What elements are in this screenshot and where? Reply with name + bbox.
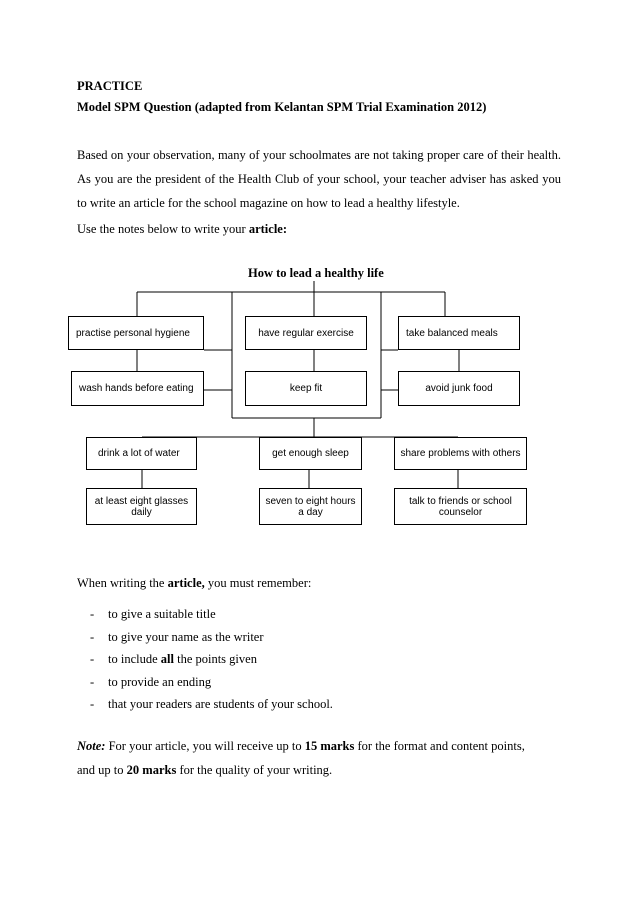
list-item-text: that your readers are students of your school. xyxy=(108,697,333,711)
practice-heading: PRACTICE xyxy=(77,79,143,93)
list-item-text: to provide an ending xyxy=(108,674,212,689)
share-problems-label: share problems with others xyxy=(400,448,521,459)
wash-hands-box xyxy=(71,371,204,406)
list-item-text-end: the points given xyxy=(173,652,257,666)
list-item xyxy=(90,626,333,649)
sleep-hours-line2: a day xyxy=(298,506,323,518)
balanced-meals-box xyxy=(398,316,520,350)
note-line2-pre: and up to xyxy=(77,763,127,777)
note-line-1 xyxy=(77,738,525,754)
remember-prefix: When writing the xyxy=(77,576,168,590)
remember-bold: article, xyxy=(167,576,205,590)
note-line1-pre: For your article, you will receive up to xyxy=(105,739,305,753)
regular-exercise-box xyxy=(245,316,367,350)
list-item-text: to include xyxy=(108,652,161,666)
remember-list xyxy=(90,603,333,716)
drink-water-label: drink a lot of water xyxy=(98,448,180,459)
enough-sleep-label: get enough sleep xyxy=(272,448,349,459)
remember-suffix: you must remember: xyxy=(204,576,312,590)
avoid-junk-food-box xyxy=(398,371,520,406)
note-label: Note: xyxy=(77,739,106,753)
dash-marker: - xyxy=(90,652,95,666)
keep-fit-label: keep fit xyxy=(289,383,323,394)
list-item xyxy=(90,603,333,626)
talk-friends-line1: talk to friends or school xyxy=(409,495,512,507)
list-item-text: to give a suitable title xyxy=(108,607,216,621)
share-problems-box xyxy=(394,437,527,470)
sleep-hours-box xyxy=(259,488,362,525)
talk-friends-line2: counselor xyxy=(438,506,483,518)
list-item xyxy=(90,671,333,694)
diagram-title: How to lead a healthy life xyxy=(248,266,384,280)
note-line-2 xyxy=(77,762,332,778)
instruction-bold: article: xyxy=(248,222,288,236)
practise-hygiene-label: practise personal hygiene xyxy=(76,327,190,339)
dash-marker: - xyxy=(90,629,95,644)
practise-hygiene-box xyxy=(68,316,204,350)
avoid-junk-food-label: avoid junk food xyxy=(425,383,493,394)
eight-glasses-box xyxy=(86,488,197,525)
note-15-marks: 15 marks xyxy=(304,739,355,753)
remember-intro xyxy=(77,575,311,591)
note-20-marks: 20 marks xyxy=(126,763,177,777)
list-item-text: to give your name as the writer xyxy=(108,629,264,644)
enough-sleep-box xyxy=(259,437,362,470)
dash-marker: - xyxy=(90,697,95,711)
eight-glasses-line1: at least eight glasses xyxy=(94,495,189,507)
model-question-heading: Model SPM Question (adapted from Kelantan SPM Trial Examination 2012) xyxy=(77,100,487,114)
balanced-meals-label: take balanced meals xyxy=(406,327,498,339)
keep-fit-box xyxy=(245,371,367,406)
dash-marker: - xyxy=(90,674,95,689)
list-item-bold: all xyxy=(160,652,174,666)
note-line2-post: for the quality of your writing. xyxy=(176,763,333,777)
regular-exercise-label: have regular exercise xyxy=(258,327,354,339)
eight-glasses-line2: daily xyxy=(131,506,152,518)
instruction-text: Use the notes below to write your xyxy=(77,222,249,236)
list-item xyxy=(90,693,333,716)
note-line1-post: for the format and content points, xyxy=(354,739,525,753)
talk-friends-box xyxy=(394,488,527,525)
dash-marker: - xyxy=(90,607,95,621)
drink-water-box xyxy=(86,437,197,470)
list-item xyxy=(90,648,333,671)
wash-hands-label: wash hands before eating xyxy=(79,383,194,394)
intro-paragraph: Based on your observation, many of your schoolmates are not taking proper care of their health. As you are the president of the Health Club of your school, your teacher adviser has asked you to write an article for the school magazine on how to lead a healthy lifestyle. xyxy=(77,148,561,210)
sleep-hours-line1: seven to eight hours xyxy=(265,495,356,507)
